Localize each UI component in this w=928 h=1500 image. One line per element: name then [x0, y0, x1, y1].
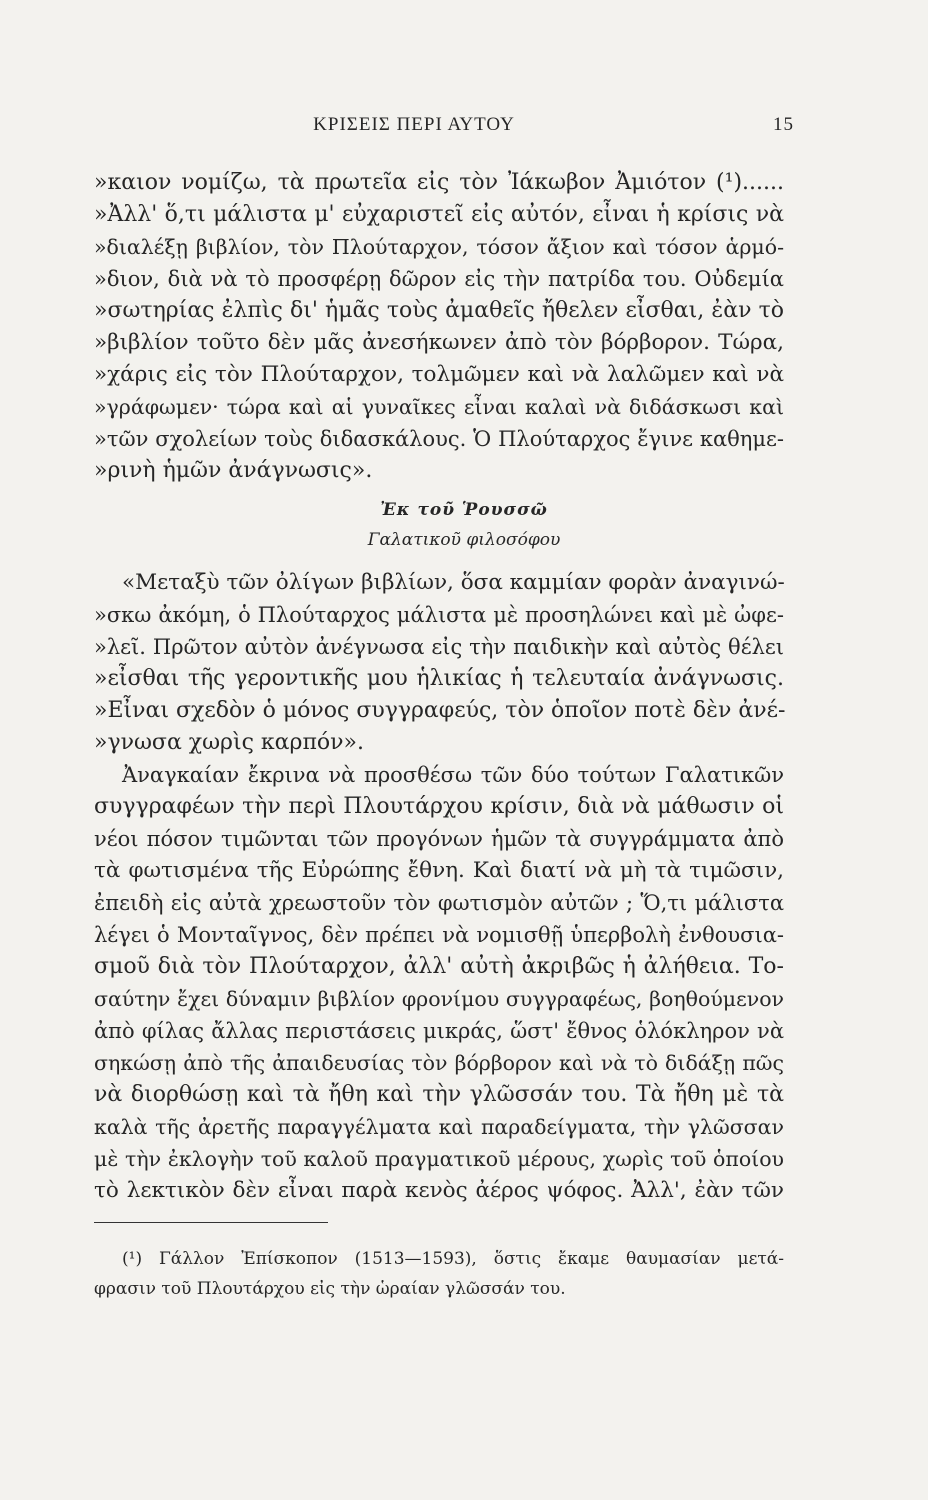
- text-line: σαύτην ἔχει δύναμιν βιβλίον φρονίμου συγγραφέως, βοηθούμενον: [94, 987, 784, 1011]
- text-line: »τῶν σχολείων τοὺς διδασκάλους. Ὁ Πλούταρχος ἔγινε καθημε-: [94, 427, 784, 451]
- text-line: καλὰ τῆς ἀρετῆς παραγγέλματα καὶ παραδείγματα, τὴν γλῶσσαν: [94, 1115, 784, 1139]
- text-line: »γνωσα χωρὶς καρπόν».: [94, 730, 365, 755]
- text-line: »Εἶναι σχεδὸν ὁ μόνος συγγραφεύς, τὸν ὁποῖον ποτὲ δὲν ἀνέ-: [94, 698, 786, 723]
- text-line: λέγει ὁ Μονταῖγνος, δὲν πρέπει νὰ νομισθῇ ὑπερβολὴ ἐνθουσια-: [94, 923, 784, 947]
- text-line: τὰ φωτισμένα τῆς Εὐρώπης ἔθνη. Καὶ διατί νὰ μὴ τὰ τιμῶσιν,: [94, 858, 784, 883]
- running-head: [94, 114, 794, 144]
- text-line: Ἀναγκαίαν ἔκρινα νὰ προσθέσω τῶν δύο τούτων Γαλατικῶν: [122, 763, 784, 787]
- text-line: »καιον νομίζω, τὰ πρωτεῖα εἰς τὸν Ἰάκωβον Ἀμιότον (¹)......: [94, 170, 784, 195]
- text-line: »σωτηρίας ἐλπὶς δι' ἡμᾶς τοὺς ἀμαθεῖς ἤθελεν εἶσθαι, ἐὰν τὸ: [94, 298, 784, 323]
- footnote-line: φρασιν τοῦ Πλουτάρχου εἰς τὴν ὡραίαν γλῶσσάν του.: [94, 1279, 566, 1299]
- text-line: σηκώσῃ ἀπὸ τῆς ἀπαιδευσίας τὸν βόρβορον καὶ νὰ τὸ διδάξῃ πῶς: [94, 1051, 784, 1075]
- text-line: μὲ τὴν ἐκλογὴν τοῦ καλοῦ πραγματικοῦ μέρους, χωρὶς τοῦ ὁποίου: [94, 1147, 784, 1171]
- footnote-line: (¹) Γάλλον Ἐπίσκοπον (1513—1593), ὅστις ἔκαμε θαυμασίαν μετά-: [122, 1249, 784, 1269]
- text-line: νὰ διορθώσῃ καὶ τὰ ἤθη καὶ τὴν γλῶσσάν του. Τὰ ἤθη μὲ τὰ: [94, 1082, 784, 1107]
- text-line: »χάρις εἰς τὸν Πλούταρχον, τολμῶμεν καὶ νὰ λαλῶμεν καὶ νὰ: [94, 362, 784, 387]
- page-number: 15: [773, 114, 794, 135]
- footnote-rule: [94, 1222, 328, 1223]
- attribution-author: Ἐκ τοῦ Ῥουσσῶ: [380, 500, 548, 520]
- text-line: νέοι πόσον τιμῶνται τῶν προγόνων ἡμῶν τὰ συγγράμματα ἀπὸ: [94, 827, 784, 851]
- text-line: »διαλέξῃ βιβλίον, τὸν Πλούταρχον, τόσον ἄξιον καὶ τόσον ἁρμό-: [94, 235, 784, 259]
- text-line: «Μεταξὺ τῶν ὀλίγων βιβλίων, ὅσα καμμίαν φορὰν ἀναγινώ-: [122, 570, 785, 595]
- text-line: συγγραφέων τὴν περὶ Πλουτάρχου κρίσιν, διὰ νὰ μάθωσιν οἱ: [94, 794, 784, 819]
- text-line: τὸ λεκτικὸν δὲν εἶναι παρὰ κενὸς ἀέρος ψόφος. Ἀλλ', ἐὰν τῶν: [94, 1178, 784, 1203]
- text-line: »ρινὴ ἡμῶν ἀνάγνωσις».: [94, 458, 373, 483]
- text-line: »γράφωμεν· τώρα καὶ αἱ γυναῖκες εἶναι καλαὶ νὰ διδάσκωσι καὶ: [94, 395, 784, 419]
- text-line: »Ἀλλ' ὅ,τι μάλιστα μ' εὐχαριστεῖ εἰς αὐτόν, εἶναι ἡ κρίσις νὰ: [94, 202, 784, 227]
- running-title: ΚΡΙΣΕΙΣ ΠΕΡΙ ΑΥΤΟΥ: [313, 114, 515, 135]
- text-line: »λεῖ. Πρῶτον αὐτὸν ἀνέγνωσα εἰς τὴν παιδικὴν καὶ αὐτὸς θέλει: [94, 635, 784, 659]
- text-line: ἀπὸ φίλας ἄλλας περιστάσεις μικράς, ὥστ' ἔθνος ὁλόκληρον νὰ: [94, 1019, 784, 1043]
- attribution-subtitle: Γαλατικοῦ φιλοσόφου: [367, 530, 561, 550]
- text-line: »σκω ἀκόμη, ὁ Πλούταρχος μάλιστα μὲ προσηλώνει καὶ μὲ ὠφε-: [94, 603, 784, 627]
- text-line: »βιβλίον τοῦτο δὲν μᾶς ἀνεσήκωνεν ἀπὸ τὸν βόρβορον. Τώρα,: [94, 330, 784, 355]
- text-line: ἐπειδὴ εἰς αὐτὰ χρεωστοῦν τὸν φωτισμὸν αὐτῶν ; Ὅ,τι μάλιστα: [94, 891, 784, 915]
- text-line: σμοῦ διὰ τὸν Πλούταρχον, ἀλλ' αὐτὴ ἀκριβῶς ἡ ἀλήθεια. Το-: [94, 954, 784, 979]
- text-line: »εἶσθαι τῆς γεροντικῆς μου ἡλικίας ἡ τελευταία ἀνάγνωσις.: [94, 666, 784, 691]
- text-line: »διον, διὰ νὰ τὸ προσφέρῃ δῶρον εἰς τὴν πατρίδα του. Οὐδεμία: [94, 267, 784, 291]
